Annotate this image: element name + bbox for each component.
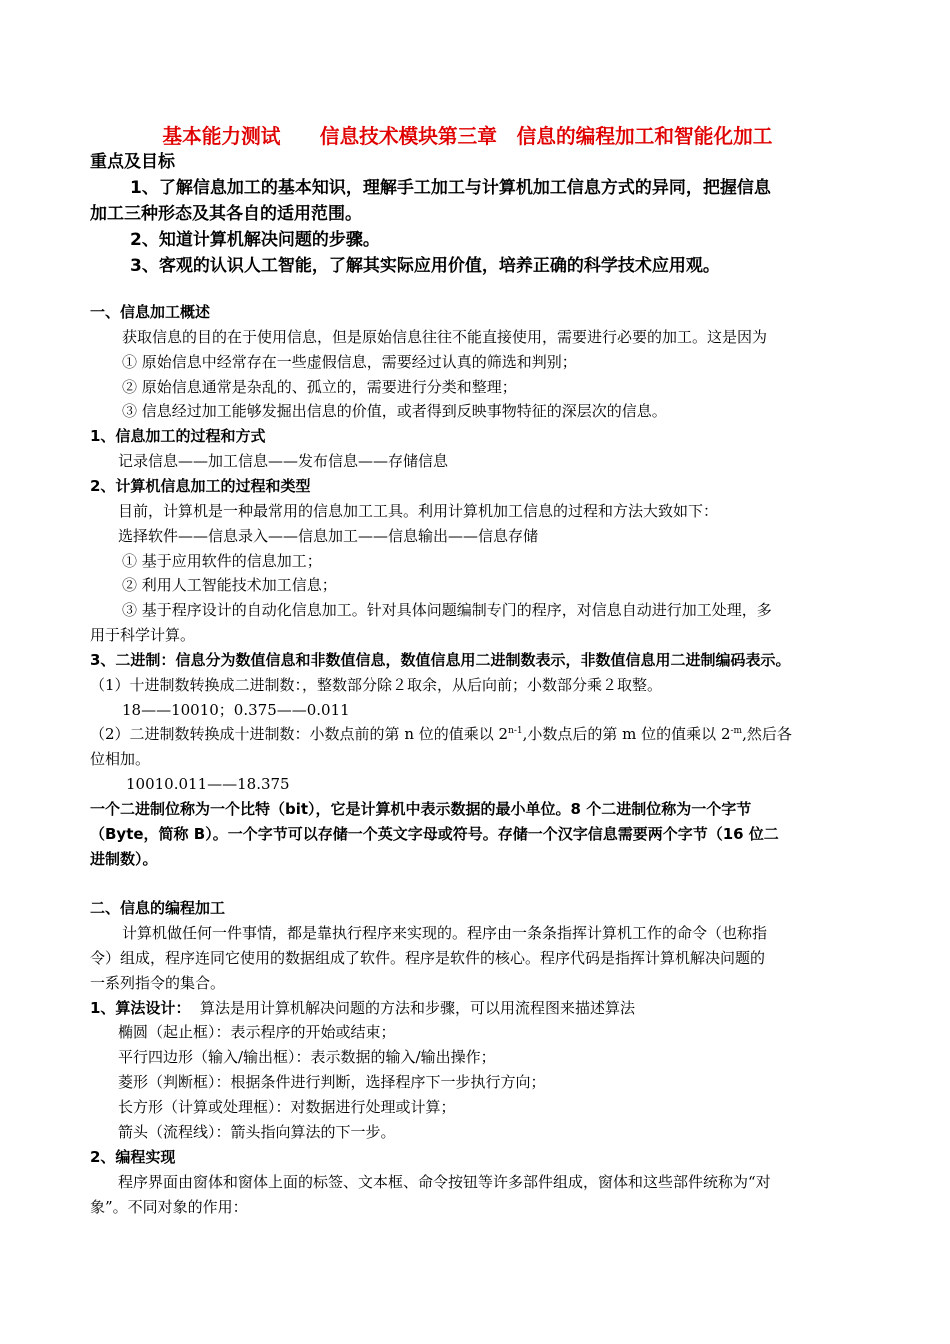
document-title: 基本能力测试 信息技术模块第三章 信息的编程加工和智能化加工 (162, 124, 773, 148)
subsection-3-heading: 3、二进制：信息分为数值信息和非数值信息，数值信息用二进制数表示，非数值信息用二进制编码表示。 (90, 651, 791, 669)
conversion-1: （1）十进制数转换成二进制数：，整数部分除２取余，从后向前；小数部分乘２取整。 (90, 676, 663, 694)
reason-1: ① 原始信息中经常存在一些虚假信息，需要经过认真的筛选和判别； (122, 353, 577, 371)
subsection-2-flow: 选择软件——信息录入——信息加工——信息输出——信息存储 (118, 527, 539, 545)
processing-type-3-line-1: ③ 基于程序设计的自动化信息加工。针对具体问题编制专门的程序，对信息自动进行加工处理，多 (122, 601, 772, 619)
programming-heading: 2、编程实现 (90, 1148, 176, 1166)
objective-2: 2、知道计算机解决问题的步骤。 (130, 230, 380, 250)
processing-type-1: ① 基于应用软件的信息加工； (122, 552, 322, 570)
section-2-intro-line-3: 一系列指令的集合。 (90, 974, 226, 992)
section-1-heading: 一、信息加工概述 (90, 303, 211, 321)
programming-line-1: 程序界面由窗体和窗体上面的标签、文本框、命令按钮等许多部件组成，窗体和这些部件统称为“对 (118, 1173, 771, 1191)
flowchart-shape-arrow: 箭头（流程线）：箭头指向算法的下一步。 (118, 1123, 396, 1141)
reason-3: ③ 信息经过加工能够发掘出信息的价值，或者得到反映事物特征的深层次的信息。 (122, 402, 667, 420)
processing-type-3-line-2: 用于科学计算。 (90, 626, 196, 644)
flowchart-shape-diamond: 菱形（判断框）：根据条件进行判断，选择程序下一步执行方向； (118, 1073, 546, 1091)
section-1-intro: 获取信息的目的在于使用信息，但是原始信息往往不能直接使用，需要进行必要的加工。这是因为 (122, 328, 768, 346)
algorithm-description: 算法是用计算机解决问题的方法和步骤，可以用流程图来描述算法 (200, 999, 636, 1017)
conversion-2-line-1 (90, 724, 792, 744)
conversion-2-text-b: ,小数点后的第 m 位的值乘以 2 (522, 725, 731, 743)
exponent-n-minus-1: n-1 (508, 726, 523, 736)
conversion-2-line-2: 位相加。 (90, 750, 151, 768)
objective-3: 3、客观的认识人工智能，了解其实际应用价值，培养正确的科学技术应用观。 (130, 256, 720, 276)
section-2-intro-line-2: 令）组成，程序连同它使用的数据组成了软件。程序是软件的核心。程序代码是指挥计算机解决问题的 (90, 949, 766, 967)
programming-line-2: 象”。不同对象的作用： (90, 1198, 248, 1216)
objective-1-line-2: 加工三种形态及其各自的适用范围。 (90, 204, 362, 224)
objectives-heading: 重点及目标 (90, 152, 175, 172)
algorithm-line (90, 998, 635, 1018)
conversion-2-text-a: （2）二进制数转换成十进制数：小数点前的第 n 位的值乘以 2 (90, 725, 509, 743)
subsection-2-intro: 目前，计算机是一种最常用的信息加工工具。利用计算机加工信息的过程和方法大致如下： (118, 502, 719, 520)
subsection-1-heading: 1、信息加工的过程和方式 (90, 427, 266, 445)
algorithm-heading: 1、算法设计： (90, 999, 191, 1017)
conversion-2-example: 10010.011——18.375 (126, 775, 290, 793)
subsection-1-flow: 记录信息——加工信息——发布信息——存储信息 (118, 452, 449, 470)
objective-1-line-1: 1、了解信息加工的基本知识，理解手工加工与计算机加工信息方式的异同，把握信息 (130, 178, 771, 198)
section-2-heading: 二、信息的编程加工 (90, 899, 226, 917)
exponent-minus-m: -m (730, 726, 743, 736)
flowchart-shape-parallelogram: 平行四边形（输入/输出框）：表示数据的输入/输出操作； (118, 1048, 496, 1066)
bit-definition-line-3: 进制数）。 (90, 850, 158, 868)
flowchart-shape-rectangle: 长方形（计算或处理框）：对数据进行处理或计算； (118, 1098, 456, 1116)
processing-type-2: ② 利用人工智能技术加工信息； (122, 576, 337, 594)
bit-definition-line-2: （Byte，简称 B）。一个字节可以存储一个英文字母或符号。存储一个汉字信息需要两个字节（16 位二 (90, 825, 779, 843)
conversion-2-text-c: ,然后各 (742, 725, 792, 743)
flowchart-shape-oval: 椭圆（起止框）：表示程序的开始或结束； (118, 1023, 396, 1041)
bit-definition-line-1: 一个二进制位称为一个比特（bit），它是计算机中表示数据的最小单位。8 个二进制位称为一个字节 (90, 800, 752, 818)
conversion-1-example: 18——10010；0.375——0.011 (122, 701, 350, 719)
subsection-2-heading: 2、计算机信息加工的过程和类型 (90, 477, 311, 495)
reason-2: ② 原始信息通常是杂乱的、孤立的，需要进行分类和整理； (122, 378, 517, 396)
section-2-intro-line-1: 计算机做任何一件事情，都是靠执行程序来实现的。程序由一条条指挥计算机工作的命令（也称指 (122, 924, 768, 942)
